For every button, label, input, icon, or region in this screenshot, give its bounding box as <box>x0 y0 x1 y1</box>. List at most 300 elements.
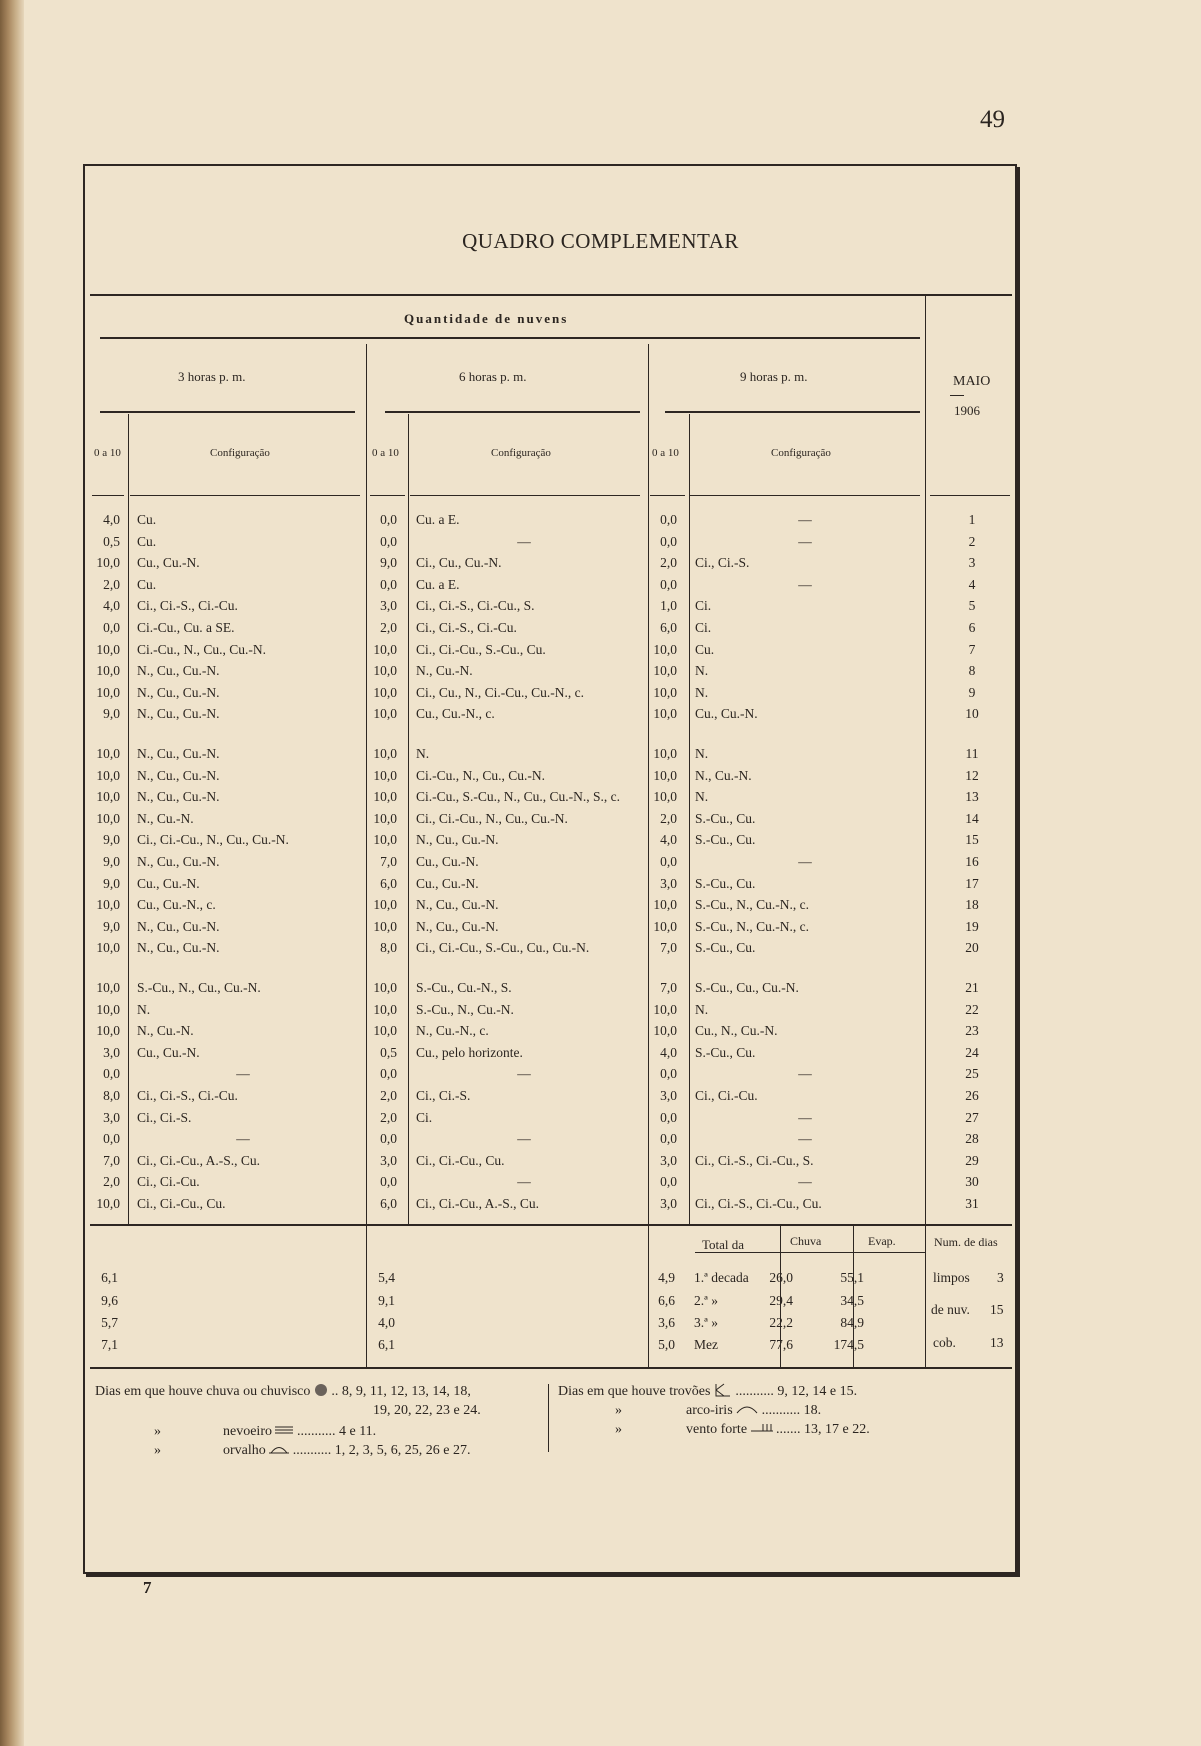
cloud-9h-config: S.-Cu., N., Cu.-N., c. <box>695 897 809 913</box>
cloud-6h-config: Ci., Ci.-S., Ci.-Cu., S. <box>416 598 535 614</box>
cloud-9h-value: 0,0 <box>660 1174 677 1190</box>
cloud-9h-config: Ci., Ci.-S., Ci.-Cu., Cu. <box>695 1196 822 1211</box>
day-number: 6 <box>968 620 976 635</box>
cob-label: cob. <box>933 1335 956 1350</box>
day-number: 13 <box>965 789 979 805</box>
cloud-9h-config: N. <box>695 746 709 761</box>
avg-chuva: 29,4 <box>769 1293 793 1308</box>
cloud-6h-value: 10,0 <box>373 980 397 995</box>
legend-dew-days: ........... 1, 2, 3, 5, 6, 25, 26 e 27. <box>292 1443 471 1458</box>
cloud-9h-value: 10,0 <box>653 897 677 913</box>
brace-6h <box>385 411 640 413</box>
denuv-value: 15 <box>990 1302 1004 1317</box>
cloud-3h-value: 8,0 <box>103 1088 120 1103</box>
day-number: 25 <box>965 1066 979 1082</box>
limpos-label: limpos <box>933 1270 970 1285</box>
cloud-3h-config: Cu., Cu.-N., c. <box>137 897 216 913</box>
cloud-3h-config: N., Cu., Cu.-N. <box>137 940 220 956</box>
cloud-6h-value: 3,0 <box>380 1152 397 1168</box>
legend-thunder-days: ........... 9, 12, 14 e 15. <box>735 1384 858 1399</box>
day-number: 21 <box>965 980 979 995</box>
scale-b: 0 a 10 <box>372 447 399 459</box>
cloud-3h-value: 4,0 <box>103 512 120 527</box>
cloud-6h-config: N., Cu.-N. <box>416 663 473 679</box>
cloud-9h-config: — <box>798 854 812 869</box>
cloud-6h-config: Cu. a E. <box>416 576 460 592</box>
avg-evap: 174,5 <box>833 1337 864 1352</box>
cloud-9h-value: 7,0 <box>660 980 677 995</box>
day-number: 22 <box>965 1001 979 1017</box>
cloud-9h-value: 0,0 <box>660 576 677 592</box>
cloud-3h-value: 3,0 <box>103 1044 120 1060</box>
avg-evap: 55,1 <box>840 1270 864 1285</box>
chuva-label: Chuva <box>790 1234 822 1248</box>
cloud-3h-config: Ci., Ci.-S., Ci.-Cu. <box>137 598 238 614</box>
brace-3h <box>100 411 355 413</box>
cloud-3h-config: Ci., Ci.-Cu., Cu. <box>137 1196 226 1211</box>
legend-wind-label: vento forte <box>686 1422 748 1437</box>
cloud-3h-config: Ci.-Cu., N., Cu., Cu.-N. <box>137 641 267 657</box>
cloud-6h-config: S.-Cu., Cu.-N., S. <box>416 980 512 995</box>
avg-chuva: 77,6 <box>769 1337 793 1352</box>
book-binding <box>0 0 24 1746</box>
cloud-9h-config: N., Cu.-N. <box>695 767 752 783</box>
cloud-9h-config: — <box>798 533 812 549</box>
cloud-3h-config: Ci., Ci.-Cu., N., Cu., Cu.-N. <box>137 832 289 848</box>
day-number: 1 <box>968 512 976 527</box>
legend-dew <box>223 1441 470 1461</box>
cloud-6h-config: Cu. a E. <box>416 512 460 527</box>
cloud-6h-config: Ci., Ci.-Cu., S.-Cu., Cu., Cu.-N. <box>416 940 590 956</box>
cloud-3h-value: 0,0 <box>103 1131 120 1147</box>
cloud-6h-config: — <box>517 533 531 549</box>
avg-3h: 9,6 <box>101 1293 118 1308</box>
cloud-3h-value: 4,0 <box>103 598 120 614</box>
cloud-3h-config: Ci., Ci.-Cu. <box>137 1174 200 1190</box>
vrule-c <box>689 414 690 1226</box>
cloud-6h-config: — <box>517 1131 531 1147</box>
num-dias-label: Num. de dias <box>934 1235 998 1249</box>
cloud-6h-config: N., Cu., Cu.-N. <box>416 832 499 848</box>
cloud-9h-config: S.-Cu., Cu. <box>695 832 756 848</box>
cloud-9h-value: 10,0 <box>653 767 677 783</box>
cloud-3h-value: 10,0 <box>96 746 120 761</box>
day-number: 24 <box>965 1044 979 1060</box>
legend-fog <box>223 1422 376 1442</box>
month-dash <box>950 395 964 396</box>
day-number: 18 <box>965 897 979 913</box>
hdr-under-cb <box>410 495 640 496</box>
cloud-9h-config: Ci., Ci.-S., Ci.-Cu., S. <box>695 1152 814 1168</box>
legend-wind <box>686 1420 870 1440</box>
cloud-3h-config: N., Cu., Cu.-N. <box>137 918 220 934</box>
avg-evap: 84,9 <box>840 1315 864 1330</box>
hdr-under-day <box>930 495 1010 496</box>
wind-icon <box>751 1421 773 1433</box>
cloud-9h-config: Ci., Ci.-S. <box>695 555 750 571</box>
cloud-6h-value: 2,0 <box>380 620 397 635</box>
cloud-9h-value: 0,0 <box>660 854 677 869</box>
cloud-6h-value: 0,0 <box>380 1066 397 1082</box>
month-label: MAIO <box>953 374 991 389</box>
legend-quote-3: » <box>615 1403 622 1418</box>
cloud-3h-config: Ci., Ci.-Cu., A.-S., Cu. <box>137 1152 261 1168</box>
rain-icon <box>314 1383 328 1397</box>
cloud-9h-config: N. <box>695 663 709 679</box>
cloud-9h-config: N. <box>695 1001 709 1017</box>
cloud-6h-config: N., Cu.-N., c. <box>416 1023 489 1039</box>
thunder-icon <box>714 1383 732 1397</box>
cloud-3h-config: — <box>236 1066 250 1082</box>
vrule-9h <box>925 296 926 1368</box>
day-number: 27 <box>965 1109 979 1125</box>
day-number: 14 <box>965 810 979 826</box>
cloud-9h-value: 0,0 <box>660 533 677 549</box>
cloud-9h-config: S.-Cu., Cu. <box>695 810 756 826</box>
cloud-9h-config: S.-Cu., Cu. <box>695 875 756 891</box>
cloud-6h-value: 10,0 <box>373 746 397 761</box>
title-rule <box>90 294 1012 296</box>
cloud-6h-value: 0,5 <box>380 1044 397 1060</box>
legend-fog-days: ........... 4 e 11. <box>296 1424 377 1439</box>
avg-chuva: 26,0 <box>769 1270 793 1285</box>
cloud-9h-value: 0,0 <box>660 512 677 527</box>
denuv-label: de nuv. <box>931 1302 970 1317</box>
cloud-9h-value: 10,0 <box>653 1001 677 1017</box>
hdr-under-b <box>370 495 405 496</box>
cloud-3h-value: 9,0 <box>103 875 120 891</box>
cloud-9h-value: 1,0 <box>660 598 677 614</box>
cloud-6h-value: 10,0 <box>373 663 397 679</box>
cloud-3h-config: N., Cu., Cu.-N. <box>137 789 220 805</box>
avg-period-label: 1.ª decada <box>694 1270 749 1285</box>
legend-dew-label: orvalho <box>223 1443 266 1458</box>
vrule-b <box>408 414 409 1226</box>
cloud-6h-config: Ci.-Cu., N., Cu., Cu.-N. <box>416 767 546 783</box>
cloud-6h-value: 0,0 <box>380 576 397 592</box>
cloud-3h-value: 9,0 <box>103 854 120 869</box>
cloud-6h-value: 2,0 <box>380 1109 397 1125</box>
avg-period-label: 2.ª » <box>694 1293 718 1308</box>
day-number: 5 <box>968 598 976 614</box>
avg-3h: 5,7 <box>101 1315 118 1330</box>
cloud-9h-value: 4,0 <box>660 832 677 848</box>
cloud-3h-value: 9,0 <box>103 832 120 848</box>
cloud-3h-config: N. <box>137 1001 151 1017</box>
cloud-9h-value: 10,0 <box>653 641 677 657</box>
day-number: 31 <box>965 1196 979 1211</box>
day-number: 11 <box>965 746 979 761</box>
cloud-6h-config: Cu., pelo horizonte. <box>416 1044 523 1060</box>
avg-6h: 9,1 <box>378 1293 395 1308</box>
cloud-3h-config: Cu., Cu.-N. <box>137 1044 200 1060</box>
cloud-3h-config: N., Cu., Cu.-N. <box>137 706 220 722</box>
cloud-3h-value: 3,0 <box>103 1109 120 1125</box>
year-label: 1906 <box>954 403 980 418</box>
cloud-9h-config: S.-Cu., Cu. <box>695 940 756 956</box>
hdr-under-c <box>650 495 685 496</box>
page-title: QUADRO COMPLEMENTAR <box>462 229 739 253</box>
legend-rule <box>90 1367 1012 1369</box>
cloud-6h-value: 0,0 <box>380 512 397 527</box>
cloud-9h-config: S.-Cu., Cu. <box>695 1044 756 1060</box>
cloud-6h-value: 9,0 <box>380 555 397 571</box>
avg-chuva: 22,2 <box>769 1315 793 1330</box>
rainbow-icon <box>736 1404 758 1414</box>
legend-quote-2: » <box>154 1443 161 1458</box>
cloud-6h-value: 3,0 <box>380 598 397 614</box>
scale-a: 0 a 10 <box>94 447 121 459</box>
cloud-6h-value: 6,0 <box>380 1196 397 1211</box>
legend-thunder-label: Dias em que houve trovões <box>558 1384 711 1399</box>
cloud-3h-value: 0,0 <box>103 1066 120 1082</box>
cloud-6h-config: — <box>517 1174 531 1190</box>
cloud-9h-value: 10,0 <box>653 663 677 679</box>
cloud-9h-value: 0,0 <box>660 1131 677 1147</box>
day-number: 16 <box>965 854 979 869</box>
config-a: Configuração <box>210 447 270 459</box>
fog-icon <box>275 1425 293 1435</box>
day-number: 8 <box>968 663 976 679</box>
avg-6h: 5,4 <box>378 1270 395 1285</box>
cloud-9h-value: 3,0 <box>660 1088 677 1103</box>
cloud-3h-value: 9,0 <box>103 918 120 934</box>
cloud-3h-value: 10,0 <box>96 1023 120 1039</box>
evap-label: Evap. <box>868 1234 896 1248</box>
config-b: Configuração <box>491 447 551 459</box>
legend-thunder <box>558 1382 857 1402</box>
cloud-9h-config: Ci. <box>695 598 712 614</box>
cloud-3h-value: 10,0 <box>96 789 120 805</box>
quantity-brace-rule <box>100 337 920 339</box>
cloud-3h-value: 10,0 <box>96 663 120 679</box>
avg-6h: 4,0 <box>378 1315 395 1330</box>
cloud-3h-config: Cu. <box>137 533 157 549</box>
cloud-6h-value: 10,0 <box>373 684 397 700</box>
avg-9h: 3,6 <box>658 1315 675 1330</box>
cloud-6h-config: Ci., Ci.-Cu., Cu. <box>416 1152 505 1168</box>
cloud-6h-value: 0,0 <box>380 1131 397 1147</box>
cloud-3h-config: — <box>236 1131 250 1147</box>
cloud-3h-config: Cu., Cu.-N. <box>137 555 200 571</box>
cloud-3h-config: Ci., Ci.-S., Ci.-Cu. <box>137 1088 238 1103</box>
cloud-9h-config: Cu., N., Cu.-N. <box>695 1023 778 1039</box>
cloud-3h-value: 0,5 <box>103 533 120 549</box>
cloud-3h-config: Cu. <box>137 512 157 527</box>
cob-value: 13 <box>990 1335 1004 1350</box>
limpos-value: 3 <box>997 1270 1004 1285</box>
cloud-9h-config: — <box>798 1174 812 1190</box>
cloud-6h-config: — <box>517 1066 531 1082</box>
cloud-9h-value: 0,0 <box>660 1066 677 1082</box>
day-number: 4 <box>968 576 976 592</box>
avg-3h: 6,1 <box>101 1270 118 1285</box>
avg-evap: 34,5 <box>840 1293 864 1308</box>
legend-wind-days: ....... 13, 17 e 22. <box>776 1422 870 1437</box>
cloud-6h-value: 0,0 <box>380 533 397 549</box>
day-number: 9 <box>968 684 976 700</box>
day-number: 17 <box>965 875 979 891</box>
avg-9h: 5,0 <box>658 1337 675 1352</box>
avg-period-label: Mez <box>694 1337 718 1352</box>
cloud-6h-config: Ci.-Cu., S.-Cu., N., Cu., Cu.-N., S., c. <box>416 789 621 805</box>
day-number: 2 <box>968 533 976 549</box>
cloud-9h-value: 10,0 <box>653 918 677 934</box>
cloud-3h-value: 10,0 <box>96 555 120 571</box>
day-number: 3 <box>968 555 976 571</box>
avg-period-label: 3.ª » <box>694 1315 718 1330</box>
cloud-6h-value: 10,0 <box>373 789 397 805</box>
cloud-6h-value: 10,0 <box>373 767 397 783</box>
legend-rain-days-2: 19, 20, 22, 23 e 24. <box>373 1403 481 1418</box>
cloud-9h-config: — <box>798 1131 812 1147</box>
cloud-6h-value: 10,0 <box>373 918 397 934</box>
day-number: 12 <box>965 767 979 783</box>
cloud-3h-value: 10,0 <box>96 940 120 956</box>
cloud-9h-value: 10,0 <box>653 746 677 761</box>
cloud-6h-config: N. <box>416 746 430 761</box>
cloud-3h-value: 10,0 <box>96 767 120 783</box>
cloud-3h-value: 10,0 <box>96 897 120 913</box>
cloud-9h-value: 4,0 <box>660 1044 677 1060</box>
config-c: Configuração <box>771 447 831 459</box>
avg-9h: 6,6 <box>658 1293 675 1308</box>
cloud-6h-config: Ci., Ci.-Cu., A.-S., Cu. <box>416 1196 540 1211</box>
cloud-3h-config: N., Cu., Cu.-N. <box>137 854 220 869</box>
legend-rain <box>95 1382 471 1402</box>
cloud-6h-value: 8,0 <box>380 940 397 956</box>
day-number: 30 <box>965 1174 979 1190</box>
cloud-3h-config: N., Cu., Cu.-N. <box>137 663 220 679</box>
cloud-9h-config: Cu. <box>695 641 715 657</box>
total-label: Total da <box>702 1237 745 1252</box>
day-number: 10 <box>965 706 979 722</box>
cloud-6h-value: 7,0 <box>380 854 397 869</box>
scale-c: 0 a 10 <box>652 447 679 459</box>
cloud-9h-config: S.-Cu., Cu., Cu.-N. <box>695 980 799 995</box>
cloud-9h-config: N. <box>695 789 709 805</box>
day-number: 29 <box>965 1152 979 1168</box>
totals-rule <box>90 1224 1012 1226</box>
cloud-9h-value: 10,0 <box>653 1023 677 1039</box>
cloud-3h-config: N., Cu., Cu.-N. <box>137 767 220 783</box>
cloud-9h-value: 2,0 <box>660 810 677 826</box>
cloud-3h-config: N., Cu., Cu.-N. <box>137 684 220 700</box>
avg-6h: 6,1 <box>378 1337 395 1352</box>
cloud-6h-config: Ci., Cu., Cu.-N. <box>416 555 502 571</box>
legend-rainbow-days: ........... 18. <box>761 1403 822 1418</box>
day-number: 7 <box>968 641 976 657</box>
cloud-3h-value: 0,0 <box>103 620 120 635</box>
cloud-6h-value: 10,0 <box>373 706 397 722</box>
cloud-9h-config: — <box>798 1066 812 1082</box>
day-number: 28 <box>965 1131 979 1147</box>
hdr-under-ca <box>130 495 360 496</box>
time-6-label: 6 horas p. m. <box>459 369 527 384</box>
cloud-6h-value: 10,0 <box>373 1001 397 1017</box>
cloud-6h-config: Ci., Ci.-Cu., S.-Cu., Cu. <box>416 641 546 657</box>
cloud-3h-config: Cu., Cu.-N. <box>137 875 200 891</box>
hdr-under-cc <box>690 495 920 496</box>
time-9-label: 9 horas p. m. <box>740 369 808 384</box>
day-number: 19 <box>965 918 979 934</box>
cloud-9h-config: N. <box>695 684 709 700</box>
legend-vrule <box>548 1384 549 1452</box>
cloud-3h-value: 2,0 <box>103 1174 120 1190</box>
cloud-9h-config: Ci. <box>695 620 712 635</box>
cloud-6h-config: N., Cu., Cu.-N. <box>416 918 499 934</box>
legend-quote-4: » <box>615 1422 622 1437</box>
cloud-6h-config: Cu., Cu.-N. <box>416 854 479 869</box>
cloud-6h-config: N., Cu., Cu.-N. <box>416 897 499 913</box>
cloud-9h-config: — <box>798 576 812 592</box>
vrule-a <box>128 414 129 1226</box>
day-number: 20 <box>965 940 979 956</box>
dew-icon <box>269 1444 289 1454</box>
time-3-label: 3 horas p. m. <box>178 369 246 384</box>
cloud-3h-config: S.-Cu., N., Cu., Cu.-N. <box>137 980 261 995</box>
cloud-3h-value: 10,0 <box>96 1196 120 1211</box>
cloud-9h-config: S.-Cu., N., Cu.-N., c. <box>695 918 809 934</box>
cloud-6h-value: 0,0 <box>380 1174 397 1190</box>
legend-rain-label: Dias em que houve chuva ou chuvisco <box>95 1384 311 1399</box>
cloud-9h-value: 3,0 <box>660 1196 677 1211</box>
cloud-3h-value: 10,0 <box>96 810 120 826</box>
cloud-3h-value: 7,0 <box>103 1152 120 1168</box>
cloud-9h-value: 2,0 <box>660 555 677 571</box>
footer-number: 7 <box>143 1578 152 1597</box>
cloud-9h-value: 10,0 <box>653 789 677 805</box>
cloud-6h-value: 10,0 <box>373 810 397 826</box>
cloud-6h-value: 2,0 <box>380 1088 397 1103</box>
cloud-9h-value: 3,0 <box>660 875 677 891</box>
legend-rainbow <box>686 1401 821 1421</box>
cloud-3h-config: N., Cu., Cu.-N. <box>137 746 220 761</box>
legend-quote-1: » <box>154 1424 161 1439</box>
quantity-label: Quantidade de nuvens <box>404 311 569 326</box>
cloud-6h-value: 10,0 <box>373 897 397 913</box>
cloud-9h-config: Cu., Cu.-N. <box>695 706 758 722</box>
day-number: 15 <box>965 832 979 848</box>
cloud-6h-config: Ci., Ci.-S., Ci.-Cu. <box>416 620 517 635</box>
cloud-6h-value: 10,0 <box>373 641 397 657</box>
day-number: 23 <box>965 1023 979 1039</box>
cloud-6h-config: Ci., Ci.-Cu., N., Cu., Cu.-N. <box>416 810 568 826</box>
cloud-6h-config: Cu., Cu.-N. <box>416 875 479 891</box>
cloud-3h-value: 10,0 <box>96 641 120 657</box>
legend-rainbow-label: arco-iris <box>686 1403 733 1418</box>
cloud-6h-value: 10,0 <box>373 832 397 848</box>
cloud-3h-value: 10,0 <box>96 1001 120 1017</box>
cloud-9h-config: Ci., Ci.-Cu. <box>695 1088 758 1103</box>
cloud-6h-config: Ci., Ci.-S. <box>416 1088 471 1103</box>
cloud-3h-config: Cu. <box>137 576 157 592</box>
avg-3h: 7,1 <box>101 1337 118 1352</box>
cloud-3h-value: 10,0 <box>96 684 120 700</box>
cloud-6h-config: Ci., Cu., N., Ci.-Cu., Cu.-N., c. <box>416 684 585 700</box>
cloud-3h-value: 10,0 <box>96 980 120 995</box>
cloud-3h-config: Ci.-Cu., Cu. a SE. <box>137 620 235 635</box>
legend-fog-label: nevoeiro <box>223 1424 272 1439</box>
day-number: 26 <box>965 1088 979 1103</box>
cloud-6h-config: S.-Cu., N., Cu.-N. <box>416 1001 514 1017</box>
cloud-6h-value: 6,0 <box>380 875 397 891</box>
cloud-6h-value: 10,0 <box>373 1023 397 1039</box>
page-number: 49 <box>980 106 1005 133</box>
legend-rain-days: .. 8, 9, 11, 12, 13, 14, 18, <box>331 1384 471 1399</box>
hdr-under-a <box>92 495 124 496</box>
cloud-9h-value: 10,0 <box>653 684 677 700</box>
